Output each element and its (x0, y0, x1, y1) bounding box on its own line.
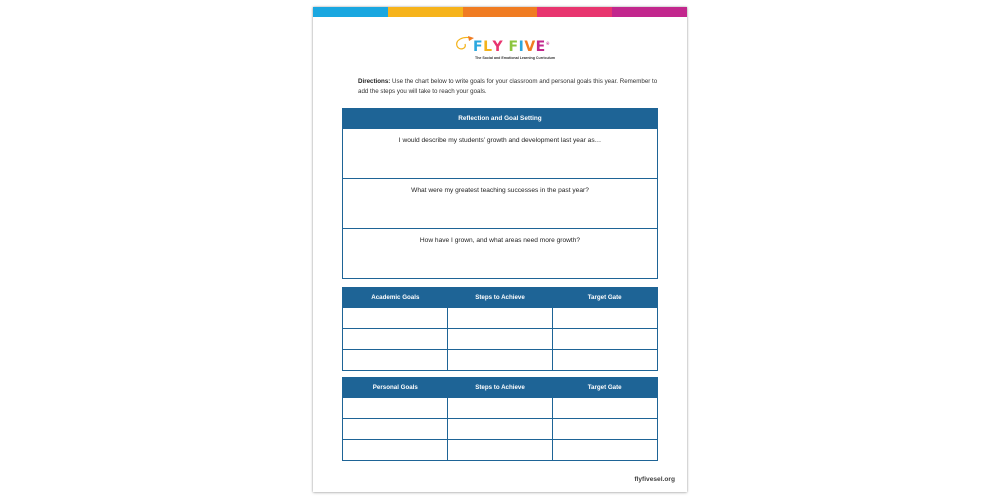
personal-target-cell[interactable] (552, 398, 657, 418)
reflection-table (342, 108, 658, 279)
fly-five-logo (453, 33, 556, 69)
color-stripe (313, 7, 687, 17)
logo-letter: Y (492, 38, 504, 55)
academic-goal-cell[interactable] (343, 329, 447, 349)
personal-target-cell[interactable] (552, 419, 657, 439)
academic-target-col-header: Target Gate (587, 294, 622, 301)
personal-target-cell[interactable] (552, 440, 657, 460)
logo-letter: L (483, 38, 493, 55)
reflection-prompt-areas[interactable]: How have I grown, and what areas need more growth? (343, 228, 657, 278)
table-row (343, 349, 657, 370)
logo-letter: F (508, 38, 519, 55)
logo-letter: E (535, 38, 546, 55)
academic-target-cell[interactable] (552, 329, 657, 349)
academic-target-cell[interactable] (552, 350, 657, 370)
personal-steps-cell[interactable] (447, 398, 552, 418)
logo-tagline: The Social and Emotional Learning Curriculum (475, 56, 556, 60)
academic-goals-col-header: Academic Goals (371, 294, 420, 301)
academic-steps-cell[interactable] (447, 329, 552, 349)
table-row (343, 418, 657, 439)
academic-steps-cell[interactable] (447, 308, 552, 328)
color-stripe-segment (388, 7, 463, 17)
academic-goal-cell[interactable] (343, 308, 447, 328)
color-stripe-segment (463, 7, 538, 17)
academic-steps-col-header: Steps to Achieve (475, 294, 525, 301)
logo-wordmark (473, 36, 550, 55)
reflection-prompt-growth[interactable]: I would describe my students’ growth and development last year as… (343, 128, 657, 178)
table-row (343, 328, 657, 349)
footer-url[interactable]: flyfivesel.org (634, 476, 675, 483)
academic-goals-table (342, 287, 658, 371)
academic-steps-cell[interactable] (447, 350, 552, 370)
personal-steps-cell[interactable] (447, 419, 552, 439)
personal-goal-cell[interactable] (343, 419, 447, 439)
directions-text (358, 77, 658, 96)
personal-goal-cell[interactable] (343, 440, 447, 460)
personal-target-col-header: Target Gate (587, 384, 622, 391)
paper-plane-swirl-icon (453, 35, 475, 55)
color-stripe-segment (313, 7, 388, 17)
worksheet-page (313, 7, 687, 492)
personal-steps-col-header: Steps to Achieve (475, 384, 525, 391)
personal-goal-cell[interactable] (343, 398, 447, 418)
academic-target-cell[interactable] (552, 308, 657, 328)
logo-letter: F (473, 38, 484, 55)
academic-goal-cell[interactable] (343, 350, 447, 370)
table-row (343, 307, 657, 328)
logo-letter: V (524, 38, 536, 55)
reflection-prompt-successes[interactable]: What were my greatest teaching successes in the past year? (343, 178, 657, 228)
personal-goals-header (343, 378, 657, 397)
personal-goals-table (342, 377, 658, 461)
color-stripe-segment (537, 7, 612, 17)
table-row (343, 439, 657, 460)
directions-body: Use the chart below to write goals for your classroom and personal goals this year. Remember to add the steps you will take to reach your goals. (358, 78, 658, 95)
trademark-symbol: ® (545, 41, 551, 46)
personal-goals-col-header: Personal Goals (372, 384, 418, 391)
color-stripe-segment (612, 7, 687, 17)
personal-steps-cell[interactable] (447, 440, 552, 460)
academic-goals-header (343, 288, 657, 307)
logo-letter: I (518, 38, 525, 55)
directions-label: Directions: (358, 78, 391, 85)
reflection-title: Reflection and Goal Setting (343, 109, 657, 128)
table-row (343, 397, 657, 418)
